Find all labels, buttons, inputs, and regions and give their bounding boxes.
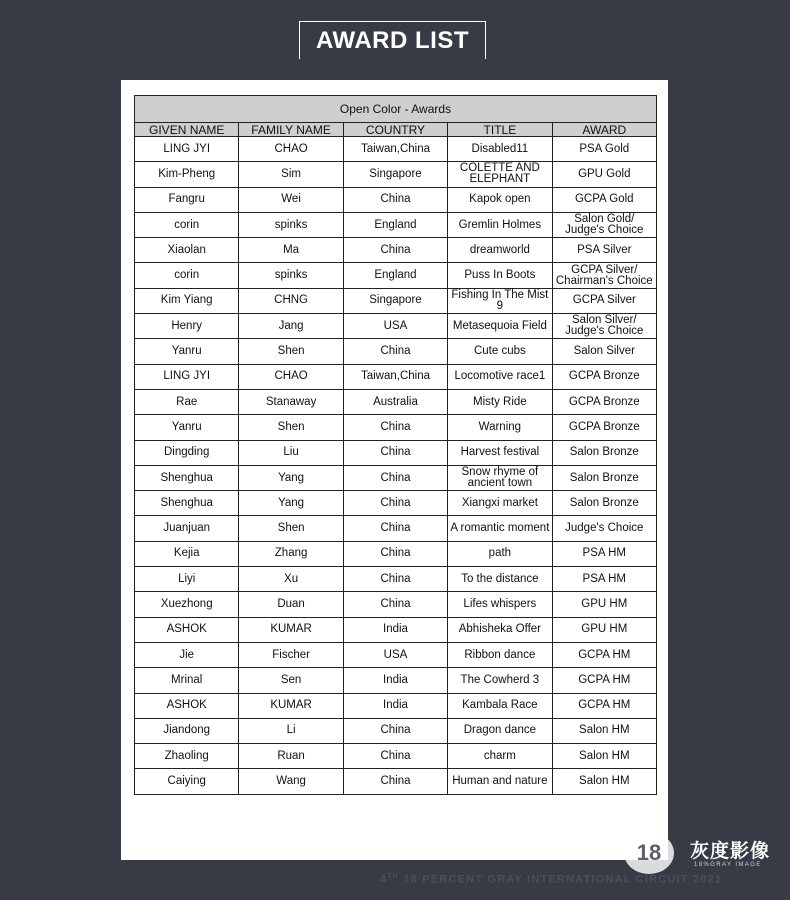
country-cell: China <box>343 187 447 212</box>
footer-ordinal-suffix: TH <box>387 873 400 880</box>
table-row <box>135 491 657 516</box>
family-name-cell: Shen <box>239 339 343 364</box>
family-name-cell: Yang <box>239 491 343 516</box>
award-cell: Salon Gold/ Judge's Choice <box>552 212 656 237</box>
award-cell: GCPA Silver <box>552 288 656 313</box>
title-cell: Fishing In The Mist 9 <box>448 288 552 313</box>
country-cell: India <box>343 693 447 718</box>
country-cell: India <box>343 668 447 693</box>
family-name-cell: CHAO <box>239 364 343 389</box>
family-name-cell: Ruan <box>239 744 343 769</box>
title-cell: Lifes whispers <box>448 592 552 617</box>
given-name-cell: Kim-Pheng <box>135 162 239 187</box>
page-title: AWARD LIST <box>299 21 486 59</box>
country-cell: China <box>343 541 447 566</box>
table-row <box>135 389 657 414</box>
award-cell: Salon Bronze <box>552 440 656 465</box>
award-cell: Salon Silver/ Judge's Choice <box>552 314 656 339</box>
given-name-cell: Caiying <box>135 769 239 794</box>
country-cell: Taiwan,China <box>343 364 447 389</box>
given-name-cell: Xiaolan <box>135 238 239 263</box>
given-name-cell: LING JYI <box>135 364 239 389</box>
country-cell: China <box>343 491 447 516</box>
title-cell: dreamworld <box>448 238 552 263</box>
given-name-cell: Shenghua <box>135 491 239 516</box>
title-cell: Snow rhyme of ancient town <box>448 465 552 490</box>
title-cell: COLETTE AND ELEPHANT <box>448 162 552 187</box>
title-cell: Kapok open <box>448 187 552 212</box>
column-header: AWARD <box>552 123 656 137</box>
award-cell: Salon HM <box>552 769 656 794</box>
award-cell: GCPA Bronze <box>552 415 656 440</box>
award-cell: GCPA Bronze <box>552 389 656 414</box>
table-row <box>135 440 657 465</box>
awards-table <box>134 95 657 795</box>
title-cell: Gremlin Holmes <box>448 212 552 237</box>
family-name-cell: Liu <box>239 440 343 465</box>
award-document <box>121 80 668 860</box>
title-cell: Misty Ride <box>448 389 552 414</box>
title-cell: Abhisheka Offer <box>448 617 552 642</box>
title-cell: Cute cubs <box>448 339 552 364</box>
family-name-cell: Duan <box>239 592 343 617</box>
award-cell: GCPA HM <box>552 642 656 667</box>
given-name-cell: Yanru <box>135 339 239 364</box>
given-name-cell: LING JYI <box>135 137 239 162</box>
family-name-cell: Shen <box>239 415 343 440</box>
table-header-row <box>135 123 657 137</box>
country-cell: China <box>343 465 447 490</box>
award-cell: GPU Gold <box>552 162 656 187</box>
table-row <box>135 541 657 566</box>
given-name-cell: Jie <box>135 642 239 667</box>
award-cell: PSA HM <box>552 541 656 566</box>
given-name-cell: Rae <box>135 389 239 414</box>
given-name-cell: Shenghua <box>135 465 239 490</box>
award-cell: PSA HM <box>552 567 656 592</box>
table-row <box>135 137 657 162</box>
given-name-cell: Kim Yiang <box>135 288 239 313</box>
title-cell: charm <box>448 744 552 769</box>
country-cell: Singapore <box>343 288 447 313</box>
award-cell: GCPA HM <box>552 668 656 693</box>
title-cell: A romantic moment <box>448 516 552 541</box>
table-row <box>135 288 657 313</box>
country-cell: China <box>343 516 447 541</box>
country-cell: England <box>343 212 447 237</box>
country-cell: Singapore <box>343 162 447 187</box>
title-cell: path <box>448 541 552 566</box>
title-cell: Metasequoia Field <box>448 314 552 339</box>
family-name-cell: Zhang <box>239 541 343 566</box>
table-row <box>135 668 657 693</box>
given-name-cell: Juanjuan <box>135 516 239 541</box>
family-name-cell: Wang <box>239 769 343 794</box>
family-name-cell: Stanaway <box>239 389 343 414</box>
country-cell: China <box>343 339 447 364</box>
given-name-cell: Mrinal <box>135 668 239 693</box>
country-cell: China <box>343 744 447 769</box>
award-cell: Salon Bronze <box>552 465 656 490</box>
award-cell: GCPA Bronze <box>552 364 656 389</box>
table-row <box>135 212 657 237</box>
table-row <box>135 187 657 212</box>
column-header: FAMILY NAME <box>239 123 343 137</box>
title-cell: Ribbon dance <box>448 642 552 667</box>
country-cell: Taiwan,China <box>343 137 447 162</box>
award-cell: GCPA Silver/ Chairman's Choice <box>552 263 656 288</box>
country-cell: China <box>343 567 447 592</box>
footer-ordinal: 4 <box>380 873 388 886</box>
table-body <box>135 137 657 795</box>
country-cell: China <box>343 238 447 263</box>
given-name-cell: Fangru <box>135 187 239 212</box>
table-row <box>135 744 657 769</box>
title-cell: Dragon dance <box>448 718 552 743</box>
family-name-cell: KUMAR <box>239 693 343 718</box>
family-name-cell: Xu <box>239 567 343 592</box>
family-name-cell: spinks <box>239 263 343 288</box>
title-cell: Locomotive race1 <box>448 364 552 389</box>
given-name-cell: corin <box>135 263 239 288</box>
country-cell: China <box>343 718 447 743</box>
family-name-cell: Ma <box>239 238 343 263</box>
award-cell: GCPA HM <box>552 693 656 718</box>
table-row <box>135 415 657 440</box>
given-name-cell: Zhaoling <box>135 744 239 769</box>
family-name-cell: Yang <box>239 465 343 490</box>
title-cell: Xiangxi market <box>448 491 552 516</box>
column-header: COUNTRY <box>343 123 447 137</box>
table-row <box>135 617 657 642</box>
table-row <box>135 769 657 794</box>
country-cell: China <box>343 592 447 617</box>
table-row <box>135 263 657 288</box>
award-cell: GPU HM <box>552 617 656 642</box>
title-cell: To the distance <box>448 567 552 592</box>
title-cell: Puss In Boots <box>448 263 552 288</box>
column-header: GIVEN NAME <box>135 123 239 137</box>
award-cell: PSA Gold <box>552 137 656 162</box>
logo-name-cn: 灰度影像 <box>690 841 771 862</box>
table-row <box>135 314 657 339</box>
given-name-cell: corin <box>135 212 239 237</box>
family-name-cell: Li <box>239 718 343 743</box>
award-cell: Judge's Choice <box>552 516 656 541</box>
title-cell: Human and nature <box>448 769 552 794</box>
column-header: TITLE <box>448 123 552 137</box>
family-name-cell: spinks <box>239 212 343 237</box>
family-name-cell: KUMAR <box>239 617 343 642</box>
country-cell: USA <box>343 314 447 339</box>
family-name-cell: Jang <box>239 314 343 339</box>
table-row <box>135 567 657 592</box>
brand-logo <box>624 828 784 878</box>
award-cell: GCPA Gold <box>552 187 656 212</box>
table-row <box>135 693 657 718</box>
country-cell: China <box>343 769 447 794</box>
country-cell: Australia <box>343 389 447 414</box>
family-name-cell: Fischer <box>239 642 343 667</box>
award-cell: PSA Silver <box>552 238 656 263</box>
family-name-cell: Sim <box>239 162 343 187</box>
given-name-cell: Kejia <box>135 541 239 566</box>
logo-name-en: 18%GRAY IMAGE <box>694 862 762 868</box>
table-caption: Open Color - Awards <box>135 96 657 123</box>
country-cell: China <box>343 440 447 465</box>
given-name-cell: Dingding <box>135 440 239 465</box>
given-name-cell: Jiandong <box>135 718 239 743</box>
award-cell: Salon Silver <box>552 339 656 364</box>
country-cell: England <box>343 263 447 288</box>
table-row <box>135 238 657 263</box>
award-cell: Salon HM <box>552 744 656 769</box>
given-name-cell: Henry <box>135 314 239 339</box>
given-name-cell: Yanru <box>135 415 239 440</box>
table-row <box>135 592 657 617</box>
title-cell: The Cowherd 3 <box>448 668 552 693</box>
given-name-cell: ASHOK <box>135 693 239 718</box>
family-name-cell: Wei <box>239 187 343 212</box>
table-row <box>135 364 657 389</box>
given-name-cell: Liyi <box>135 567 239 592</box>
country-cell: USA <box>343 642 447 667</box>
logo-badge: 18 <box>624 832 674 874</box>
country-cell: China <box>343 415 447 440</box>
family-name-cell: Sen <box>239 668 343 693</box>
title-cell: Harvest festival <box>448 440 552 465</box>
title-cell: Kambala Race <box>448 693 552 718</box>
family-name-cell: Shen <box>239 516 343 541</box>
table-row <box>135 642 657 667</box>
family-name-cell: CHNG <box>239 288 343 313</box>
family-name-cell: CHAO <box>239 137 343 162</box>
footer-caption <box>380 873 780 886</box>
award-cell: Salon Bronze <box>552 491 656 516</box>
table-row <box>135 339 657 364</box>
given-name-cell: ASHOK <box>135 617 239 642</box>
award-cell: GPU HM <box>552 592 656 617</box>
title-cell: Warning <box>448 415 552 440</box>
award-cell: Salon HM <box>552 718 656 743</box>
title-cell: Disabled11 <box>448 137 552 162</box>
table-row <box>135 465 657 490</box>
country-cell: India <box>343 617 447 642</box>
footer-text: 18 PERCENT GRAY INTERNATIONAL CIRCUIT 2021 <box>399 873 723 886</box>
given-name-cell: Xuezhong <box>135 592 239 617</box>
table-row <box>135 162 657 187</box>
table-row <box>135 516 657 541</box>
table-row <box>135 718 657 743</box>
